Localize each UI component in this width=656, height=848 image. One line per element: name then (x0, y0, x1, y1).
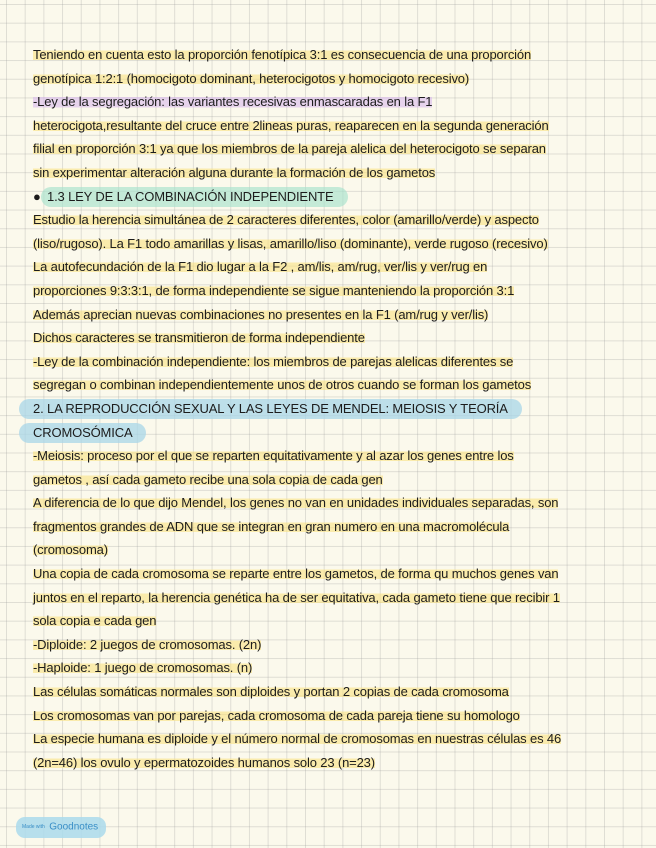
line-text: 1.3 LEY DE LA COMBINACIÓN INDEPENDIENTE (41, 187, 348, 207)
line-text: fragmentos grandes de ADN que se integran en gran numero en una macromolécula (33, 518, 510, 534)
line-text: La especie humana es diploide y el número normal de cromosomas en nuestras células es 46 (33, 731, 562, 747)
line-text: segregan o combinan independientemente unos de otros cuando se forman los gametos (33, 377, 532, 393)
section-heading (33, 421, 633, 445)
line-text: (liso/rugoso). La F1 todo amarillas y lisas, amarillo/liso (dominante), verde rugoso (recesivo) (33, 235, 548, 251)
line-text: -Diploide: 2 juegos de cromosomas. (2n) (33, 636, 262, 652)
line-text: -Meiosis: proceso por el que se reparten equitativamente y al azar los genes entre los (33, 448, 514, 464)
text-line (33, 137, 633, 161)
text-line (33, 90, 633, 114)
text-line (33, 680, 633, 704)
notes-document (33, 43, 633, 774)
text-line (33, 279, 633, 303)
text-line (33, 208, 633, 232)
text-line (33, 161, 633, 185)
text-line (33, 255, 633, 279)
line-text: Estudio la herencia simultánea de 2 caracteres diferentes, color (amarillo/verde) y aspecto (33, 212, 539, 228)
text-line (33, 468, 633, 492)
line-text: proporciones 9:3:3:1, de forma independiente se sigue manteniendo la proporción 3:1 (33, 282, 515, 298)
text-line (33, 562, 633, 586)
text-line (33, 704, 633, 728)
line-text: La autofecundación de la F1 dio lugar a la F2 , am/lis, am/rug, ver/lis y ver/rug en (33, 259, 488, 275)
text-line (33, 444, 633, 468)
line-text: -Ley de la segregación: las variantes recesivas enmascaradas en la F1 (33, 94, 433, 110)
text-line (33, 633, 633, 657)
text-line (33, 751, 633, 775)
text-line (33, 727, 633, 751)
text-line (33, 326, 633, 350)
text-line (33, 586, 633, 610)
text-line (33, 232, 633, 256)
text-line (33, 656, 633, 680)
bullet-icon: ● (33, 188, 41, 204)
line-text: heterocigota,resultante del cruce entre 2lineas puras, reaparecen en la segunda generación (33, 117, 549, 133)
line-text: -Ley de la combinación independiente: los miembros de parejas alelicas diferentes se (33, 353, 514, 369)
line-text: sin experimentar alteración alguna durante la formación de los gametos (33, 164, 436, 180)
line-text: filial en proporción 3:1 ya que los miembros de la pareja alelica del heterocigoto se separan (33, 141, 546, 157)
text-line (33, 491, 633, 515)
line-text: genotípica 1:2:1 (homocigoto dominant, heterocigotos y homocigoto recesivo) (33, 70, 470, 86)
text-line (33, 538, 633, 562)
line-text: CROMOSÓMICA (19, 423, 146, 443)
made-with-label: Made with (22, 823, 45, 830)
text-line (33, 43, 633, 67)
text-line (33, 373, 633, 397)
line-text: Una copia de cada cromosoma se reparte entre los gametos, de forma qu muchos genes van (33, 566, 559, 582)
text-line (33, 350, 633, 374)
text-line (33, 114, 633, 138)
text-line (33, 609, 633, 633)
text-line (33, 515, 633, 539)
line-text: Además aprecian nuevas combinaciones no presentes en la F1 (am/rug y ver/lis) (33, 306, 489, 322)
line-text: Las células somáticas normales son diploides y portan 2 copias de cada cromosoma (33, 684, 509, 700)
line-text: juntos en el reparto, la herencia genética ha de ser equitativa, cada gameto tiene que recibir 1 (33, 589, 560, 605)
line-text: Los cromosomas van por parejas, cada cromosoma de cada pareja tiene su homologo (33, 707, 520, 723)
section-heading (33, 185, 633, 209)
line-text: (cromosoma) (33, 542, 108, 558)
line-text: -Haploide: 1 juego de cromosomas. (n) (33, 660, 253, 676)
goodnotes-badge[interactable] (16, 817, 106, 838)
line-text: 2. LA REPRODUCCIÓN SEXUAL Y LAS LEYES DE MENDEL: MEIOSIS Y TEORÍA (19, 399, 522, 419)
line-text: A diferencia de lo que dijo Mendel, los genes no van en unidades individuales separadas, son (33, 495, 559, 511)
line-text: gametos , así cada gameto recibe una sola copia de cada gen (33, 471, 383, 487)
text-line (33, 67, 633, 91)
line-text: Dichos caracteres se transmitieron de forma independiente (33, 330, 365, 346)
line-text: Teniendo en cuenta esto la proporción fenotípica 3:1 es consecuencia de una proporción (33, 47, 532, 62)
section-heading (33, 397, 633, 421)
brand-label: Goodnotes (49, 821, 99, 833)
text-line (33, 303, 633, 327)
line-text: (2n=46) los ovulo y epermatozoides humanos solo 23 (n=23) (33, 754, 375, 770)
line-text: sola copia e cada gen (33, 613, 157, 629)
